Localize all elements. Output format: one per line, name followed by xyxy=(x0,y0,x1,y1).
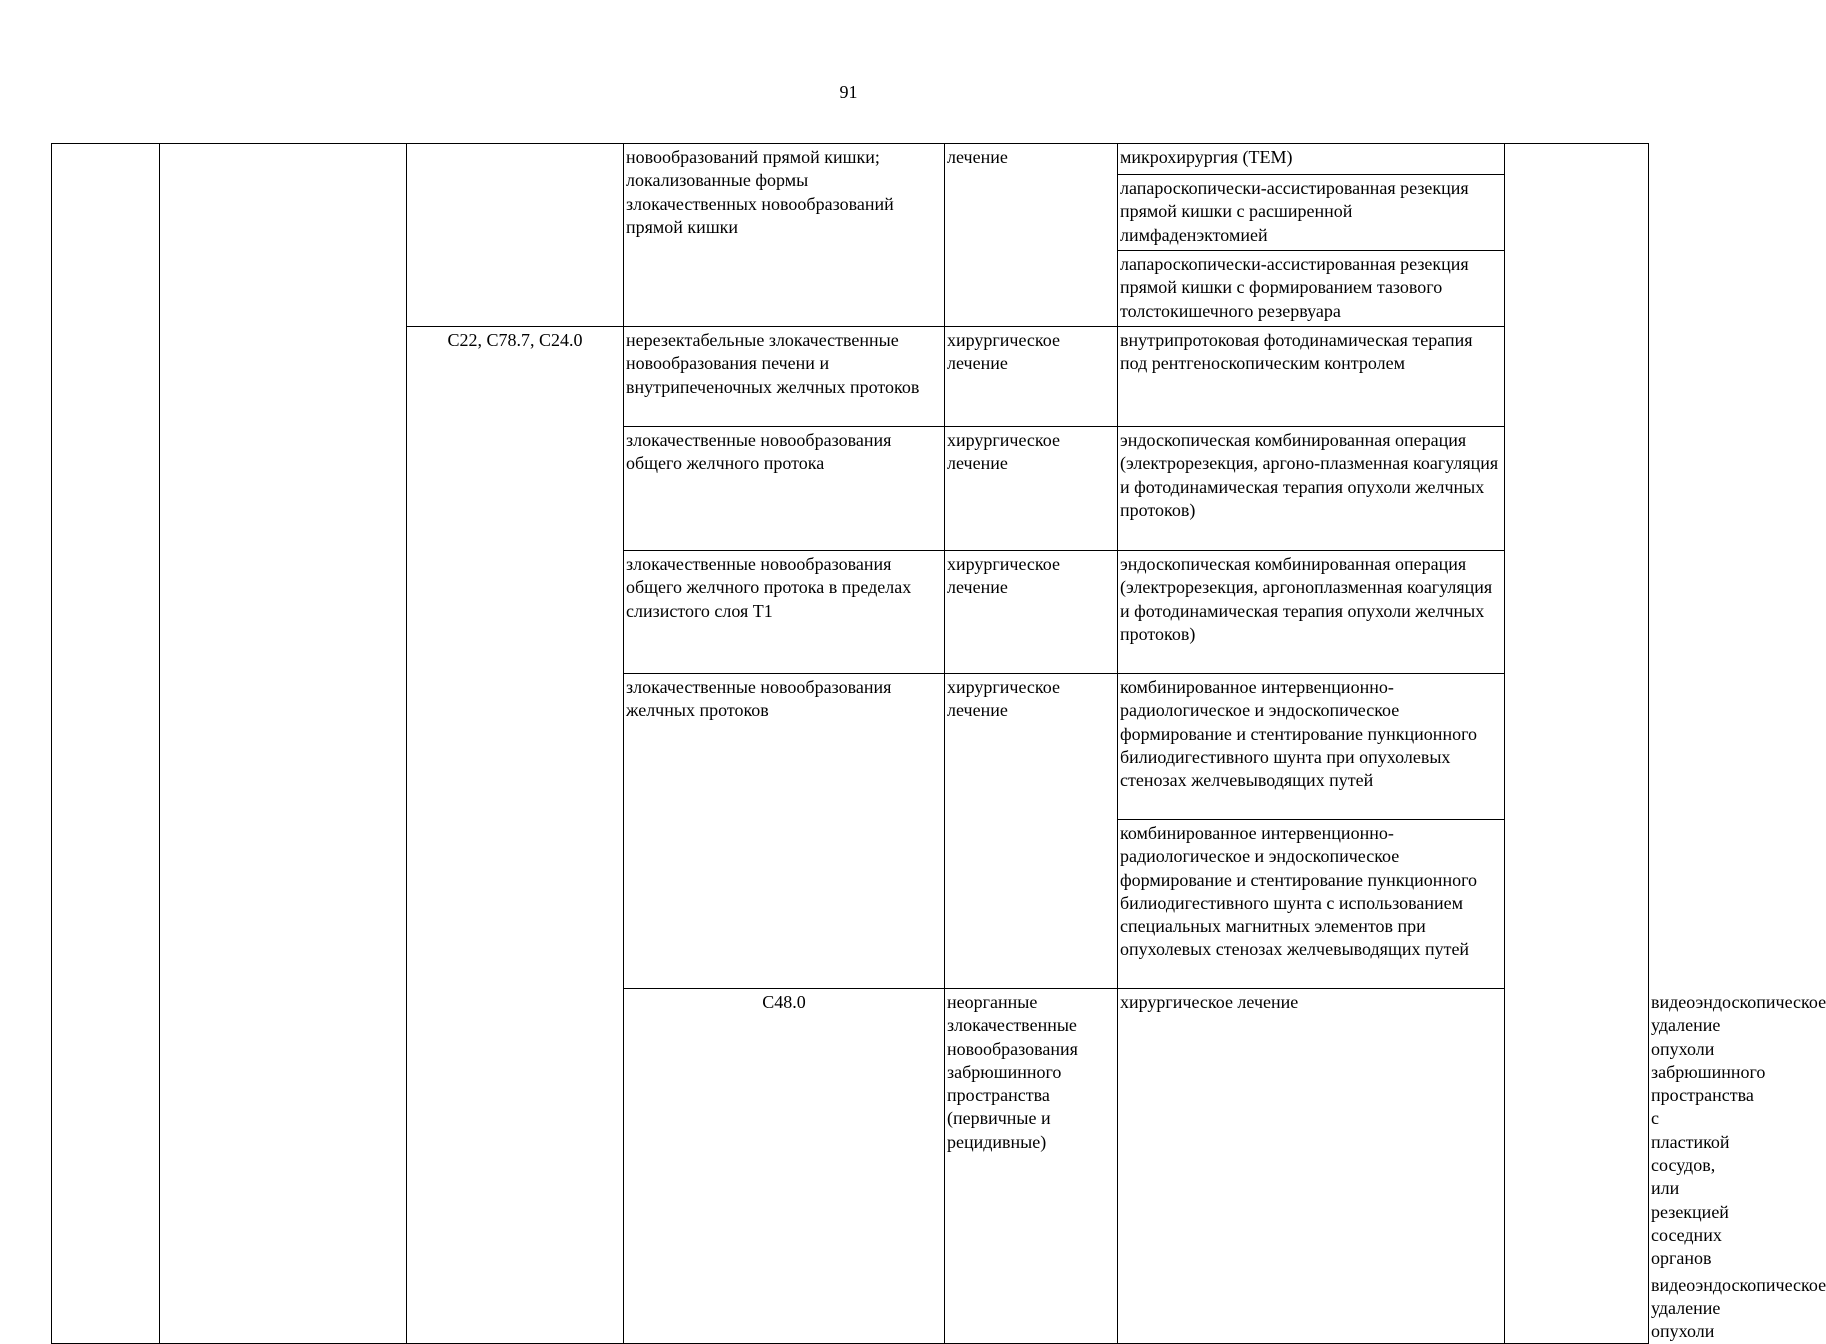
treatment-type-cell: хирургическое лечение xyxy=(945,427,1118,551)
treatment-method-cell: внутрипротоковая фотодинамическая терапия под рентгеноскопическим контролем xyxy=(1118,327,1505,427)
diagnosis-cell: новообразований прямой кишки; локализованные формы злокачественных новообразований прямой кишки xyxy=(624,144,945,327)
treatment-type-cell: хирургическое лечение xyxy=(1118,989,1505,1344)
treatment-method-cell: комбинированное интервенционно-радиологическое и эндоскопическое формирование и стентирование пункционного билиодигестивного шунта с использованием специальных магнитных элементов при опухолевых стенозах желчевыводящих путей xyxy=(1118,820,1505,989)
icd-codes-cell: C22, C78.7, C24.0 xyxy=(407,327,624,1344)
treatment-method-cell: лапароскопически-ассистированная резекция прямой кишки с формированием тазового толстокишечного резервуара xyxy=(1118,251,1505,327)
treatment-type-cell: хирургическое лечение xyxy=(945,551,1118,674)
diagnosis-cell: неорганные злокачественные новообразования забрюшинного пространства (первичные и рецидивные) xyxy=(945,989,1118,1344)
empty-cell-profile xyxy=(160,144,407,1344)
treatment-method-cell: эндоскопическая комбинированная операция (электрорезекция, аргоноплазменная коагуляция и фотодинамическая терапия опухоли желчных протоков) xyxy=(1118,551,1505,674)
page-number: 91 xyxy=(839,82,858,102)
treatment-method-cell: микрохирургия (ТЕМ) xyxy=(1118,144,1505,175)
treatment-type-cell: хирургическое лечение xyxy=(945,327,1118,427)
icd-codes-cell: C48.0 xyxy=(624,989,945,1344)
table-row: C48.0 неорганные злокачественные новообразования забрюшинного пространства (первичные и рецидивные) хирургическое лечение видеоэндоскопическое удаление опухоли забрюшинного пространства с пластикой сосудов, или резекцией соседних органов xyxy=(52,989,1649,1272)
treatment-method-cell: эндоскопическая комбинированная операция (электрорезекция, аргоно-плазменная коагуляция и фотодинамическая терапия опухоли желчных протоков) xyxy=(1118,427,1505,551)
diagnosis-cell: злокачественные новообразования общего желчного протока xyxy=(624,427,945,551)
treatment-type-cell: лечение xyxy=(945,144,1118,327)
treatment-type-cell: хирургическое лечение xyxy=(945,674,1118,989)
diagnosis-cell: злокачественные новообразования общего желчного протока в пределах слизистого слоя T1 xyxy=(624,551,945,674)
table-row xyxy=(52,144,1649,175)
empty-cell-number xyxy=(52,144,160,1344)
empty-cell-extra xyxy=(1505,144,1649,1344)
treatment-method-cell: комбинированное интервенционно-радиологическое и эндоскопическое формирование и стентирование пункционного билиодигестивного шунта при опухолевых стенозах желчевыводящих путей xyxy=(1118,674,1505,820)
diagnosis-cell: нерезектабельные злокачественные новообразования печени и внутрипеченочных желчных протоков xyxy=(624,327,945,427)
icd-codes-cell xyxy=(407,144,624,327)
medical-care-table xyxy=(51,143,1826,1344)
treatment-method-cell: лапароскопически-ассистированная резекция прямой кишки с расширенной лимфаденэктомией xyxy=(1118,175,1505,251)
diagnosis-cell: злокачественные новообразования желчных протоков xyxy=(624,674,945,989)
table-row: видеоэндоскопическое удаление опухоли xyxy=(1651,1274,1826,1342)
